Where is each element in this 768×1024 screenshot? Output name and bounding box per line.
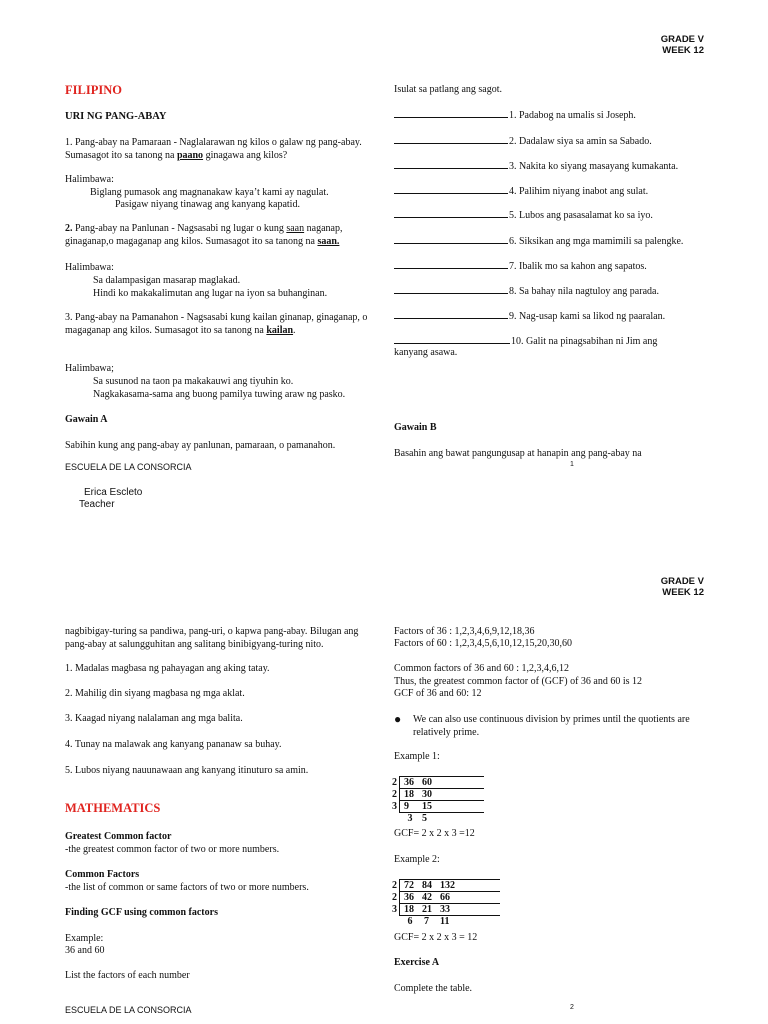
division-cell: 66 [436,892,500,904]
division-cell: 2 [392,789,397,800]
answer-blank[interactable] [394,259,508,269]
page2-grade-header [661,576,704,598]
item3-example-label: Halimbawa; [65,363,114,374]
keyword-saan-2: saan. [317,235,340,247]
division-cell: 18 [400,789,419,801]
item1-example-1: Biglang pumasok ang magnanakaw kaya’t kami ay nagulat. [90,187,329,198]
item2-example-label: Halimbawa: [65,262,114,273]
exercise-a-title: Exercise A [394,957,440,968]
common-factors: Common factors of 36 and 60 : 1,2,3,4,6,12 [394,663,569,674]
list-factors-text: List the factors of each number [65,970,190,981]
grade-label: GRADE V [660,576,704,587]
answer-blank[interactable] [394,108,508,118]
gcf-conclusion: Thus, the greatest common factor of (GCF) of 36 and 60 is 12 [394,676,643,687]
answer-item-3: 3. Nakita ko siyang masayang kumakanta. [394,159,678,172]
division-cell: 11 [440,916,450,927]
keyword-kailan: kailan [266,324,294,336]
division-cell: 3 [392,904,397,915]
answer-item-1: 1. Padabog na umalis si Joseph. [394,108,636,121]
item2-example-2: Hindi ko makakalimutan ang lugar na iyon sa buhanginan. [93,288,328,299]
item2-paragraph: 2. Pang-abay na Panlunan - Nagsasabi ng lugar o kung saan naganap, ginaganap,o magaganap ang kilos. Sumasagot ito sa tanong na saan. [65,223,343,247]
sentence-4: 4. Tunay na malawak ang kanyang pananaw sa buhay. [65,739,282,750]
gcf-title: Greatest Common factor [65,831,172,842]
sentence-3: 3. Kaagad niyang nalalaman ang mga balita. [65,713,243,724]
topic-heading: URI NG PANG-ABAY [65,111,167,122]
bullet-text: We can also use continuous division by primes until the quotients are relatively prime. [413,714,690,738]
sentence-1: 1. Madalas magbasa ng pahayagan ang aking tatay. [65,663,270,674]
item3-example-1: Sa susunod na taon pa makakauwi ang tiyuhin ko. [93,376,294,387]
answer-item-9: 9. Nag-usap kami sa likod ng paaralan. [394,309,665,322]
week-label: WEEK 12 [662,587,704,598]
answer-item-10: 10. Galit na pinagsabihan ni Jim ang [394,334,657,347]
sentence-5: 5. Lubos niyang nauunawaan ang kanyang itinuturo sa amin. [65,765,309,776]
factors-36: Factors of 36 : 1,2,3,4,6,9,12,18,36 [394,626,535,637]
school-name: ESCUELA DE LA CONSORCIA [65,1005,192,1015]
example-1-label: Example 1: [394,751,440,762]
example-2-division [392,879,500,927]
example-1-result: GCF= 2 x 2 x 3 =12 [394,828,475,839]
answer-blank[interactable] [394,334,510,344]
division-cell: 3 [392,801,397,812]
exercise-a-instruction: Complete the table. [394,983,473,994]
common-factors-definition: -the list of common or same factors of two or more numbers. [65,882,309,893]
example-label: Example: [65,933,104,944]
gawain-a-title: Gawain A [65,414,108,425]
answer-item-2: 2. Dadalaw siya sa amin sa Sabado. [394,134,652,147]
page1-grade-header [661,34,704,56]
division-cell: 6 [407,916,413,927]
sentence-2: 2. Mahilig din siyang magbasa ng mga aklat. [65,688,245,699]
answer-blank[interactable] [394,159,508,169]
answer-blank[interactable] [394,309,508,319]
gawain-a-instruction: Sabihin kung ang pang-abay ay panlunan, pamaraan, o pamanahon. [65,440,336,451]
division-cell: 30 [418,789,484,801]
division-cell: 2 [392,777,397,788]
item2-example-1: Sa dalampasigan masarap maglakad. [93,275,241,286]
gawain-b-instruction: Basahin ang bawat pangungusap at hanapin ang pang-abay na [394,448,642,459]
division-cell: 36 [400,777,419,789]
item3-example-2: Nagkakasama-sama ang buong pamilya tuwing araw ng pasko. [93,389,346,400]
division-cell: 9 [400,801,419,813]
item1-example-2: Pasigaw niyang tinawag ang kanyang kapatid. [115,199,300,210]
example-2-result: GCF= 2 x 2 x 3 = 12 [394,932,478,943]
answer-blank[interactable] [394,284,508,294]
division-cell: 7 [424,916,429,927]
division-cell: 2 [392,892,397,903]
answer-blank[interactable] [394,134,508,144]
item1-paragraph: 1. Pang-abay na Pamaraan - Naglalarawan ng kilos o galaw ng pang-abay. Sumasagot ito sa tanong na paano ginagawa ang kilos? [65,137,362,161]
item3-paragraph: 3. Pang-abay na Pamanahon - Nagsasabi kung kailan ginanap, ginaganap, o magaganap ang kilos. Sumasagot ito sa tanong na kailan. [65,312,368,336]
division-cell: 60 [418,777,484,789]
example-numbers: 36 and 60 [65,945,105,956]
teacher-block [79,487,143,511]
example-1-division [392,776,484,824]
answer-instruction: Isulat sa patlang ang sagot. [394,84,503,95]
division-cell: 21 [418,904,436,916]
division-cell: 132 [436,880,500,892]
answer-item-10-cont: kanyang asawa. [394,347,458,358]
division-cell: 42 [418,892,436,904]
answer-blank[interactable] [394,208,508,218]
grade-label: GRADE V [660,34,704,45]
teacher-role: Teacher [79,499,115,510]
week-label: WEEK 12 [662,45,704,56]
keyword-saan: saan [286,223,305,234]
page-number-2: 2 [570,1004,574,1011]
division-cell: 33 [436,904,500,916]
gawain-b-intro: nagbibigay-turing sa pandiwa, pang-uri, o kapwa pang-abay. Bilugan ang pang-abay at salungguhitan ang salitang binibigyang-turing nito. [65,626,359,650]
teacher-name: Erica Escleto [84,487,143,498]
division-cell: 36 [400,892,419,904]
finding-gcf-title: Finding GCF using common factors [65,907,218,918]
answer-item-8: 8. Sa bahay nila nagtuloy ang parada. [394,284,659,297]
example-2-label: Example 2: [394,854,440,865]
answer-blank[interactable] [394,184,508,194]
division-cell: 84 [418,880,436,892]
division-cell: 18 [400,904,419,916]
division-cell: 5 [422,813,427,824]
division-cell: 15 [418,801,484,813]
division-cell: 2 [392,880,397,891]
page-number-1: 1 [570,461,574,468]
division-cell: 3 [407,813,413,824]
filipino-heading: FILIPINO [65,83,122,97]
common-factors-title: Common Factors [65,869,140,880]
answer-item-7: 7. Ibalik mo sa kahon ang sapatos. [394,259,647,272]
answer-item-6: 6. Siksikan ang mga mamimili sa palengke. [394,234,683,247]
keyword-paano: paano [176,149,204,161]
item1-example-label: Halimbawa: [65,174,114,185]
gcf-definition: -the greatest common factor of two or more numbers. [65,844,280,855]
bullet-icon: ● [394,712,402,726]
division-cell [392,813,400,825]
factors-60: Factors of 60 : 1,2,3,4,5,6,10,12,15,20,30,60 [394,638,573,649]
answer-item-4: 4. Palihim niyang inabot ang sulat. [394,184,648,197]
mathematics-heading: MATHEMATICS [65,801,161,815]
division-cell: 72 [400,880,419,892]
school-name: ESCUELA DE LA CONSORCIA [65,462,192,472]
gawain-b-title: Gawain B [394,422,437,433]
answer-item-5: 5. Lubos ang pasasalamat ko sa iyo. [394,208,653,221]
answer-blank[interactable] [394,234,508,244]
division-cell [392,916,400,928]
gcf-result: GCF of 36 and 60: 12 [394,688,482,699]
